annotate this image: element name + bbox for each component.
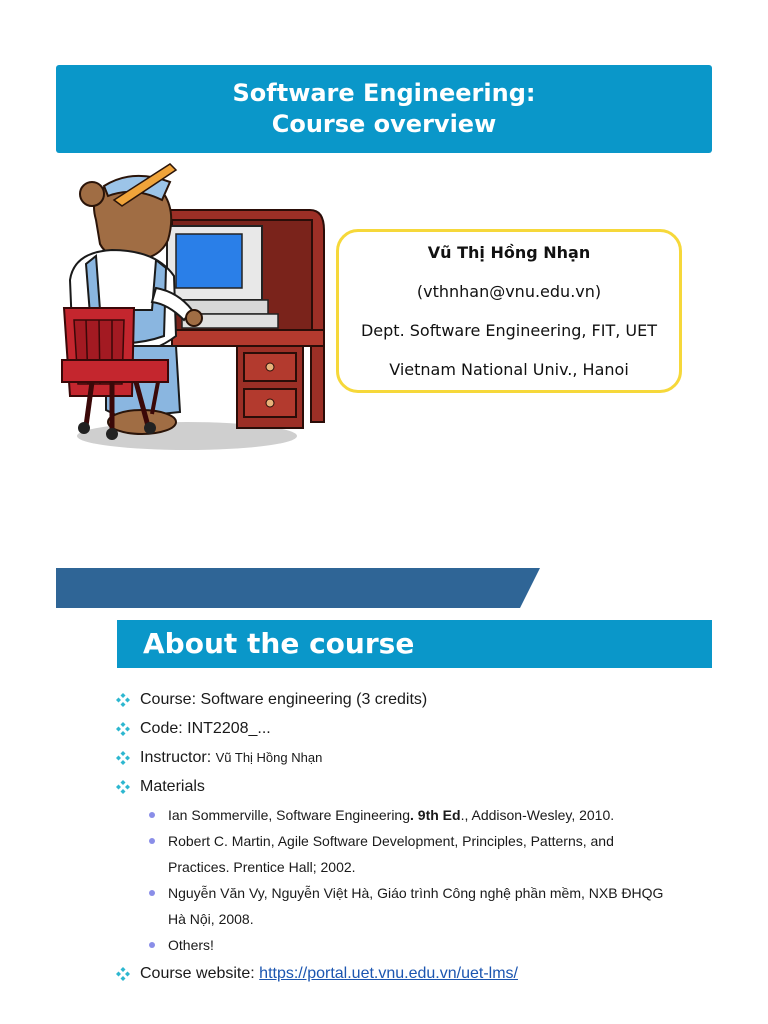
course-website-link[interactable]: https://portal.uet.vnu.edu.vn/uet-lms/ (259, 965, 518, 982)
diamond-bullet-icon (116, 967, 130, 981)
material-item (116, 828, 716, 880)
list-item-instructor (116, 744, 716, 773)
materials-text: Materials (140, 778, 205, 795)
diamond-bullet-icon (116, 693, 130, 707)
author-name: Vũ Thị Hồng Nhạn (427, 243, 591, 262)
material-2-line-2: Practices. Prentice Hall; 2002. (168, 859, 356, 875)
material-2-line-1: Robert C. Martin, Agile Software Development, Principles, Patterns, and (168, 833, 614, 849)
material-item (116, 802, 716, 828)
author-card (336, 229, 682, 393)
title-line-2: Course overview (271, 110, 497, 138)
material-1-edition: . 9th Ed (410, 807, 461, 823)
material-3-line-1: Nguyễn Văn Vy, Nguyễn Việt Hà, Giáo trình Công nghệ phần mềm, NXB ĐHQG (168, 885, 664, 901)
material-item (116, 932, 716, 958)
author-email: (vthnhan@vnu.edu.vn) (416, 282, 602, 301)
dot-bullet-icon (149, 942, 155, 948)
diamond-bullet-icon (116, 751, 130, 765)
code-text: Code: INT2208_... (140, 720, 271, 737)
dot-bullet-icon (149, 890, 155, 896)
instructor-name: Vũ Thị Hồng Nhạn (215, 750, 323, 765)
diamond-bullet-icon (116, 780, 130, 794)
list-item-website (116, 960, 716, 989)
title-line-1: Software Engineering: (232, 79, 536, 107)
dot-bullet-icon (149, 838, 155, 844)
diamond-bullet-icon (116, 722, 130, 736)
list-item-course (116, 686, 716, 715)
course-text: Course: Software engineering (3 credits) (140, 691, 428, 708)
material-4-text: Others! (168, 937, 214, 953)
course-details-list (116, 686, 716, 989)
material-1-text: Ian Sommerville, Software Engineering (168, 807, 411, 823)
author-dept: Dept. Software Engineering, FIT, UET (360, 321, 657, 340)
list-item-code (116, 715, 716, 744)
material-3-line-2: Hà Nội, 2008. (168, 911, 254, 927)
material-item (116, 880, 716, 932)
author-university: Vietnam National Univ., Hanoi (389, 360, 629, 379)
dot-bullet-icon (149, 812, 155, 818)
website-label: Course website: (140, 965, 255, 982)
section-ribbon (56, 568, 540, 608)
instructor-label: Instructor: (140, 749, 212, 766)
material-1-publisher: ., Addison-Wesley, 2010. (460, 807, 615, 823)
bear-at-computer-illustration (52, 160, 332, 460)
section-title: About the course (117, 620, 712, 668)
title-banner (56, 65, 712, 153)
list-item-materials (116, 773, 716, 802)
